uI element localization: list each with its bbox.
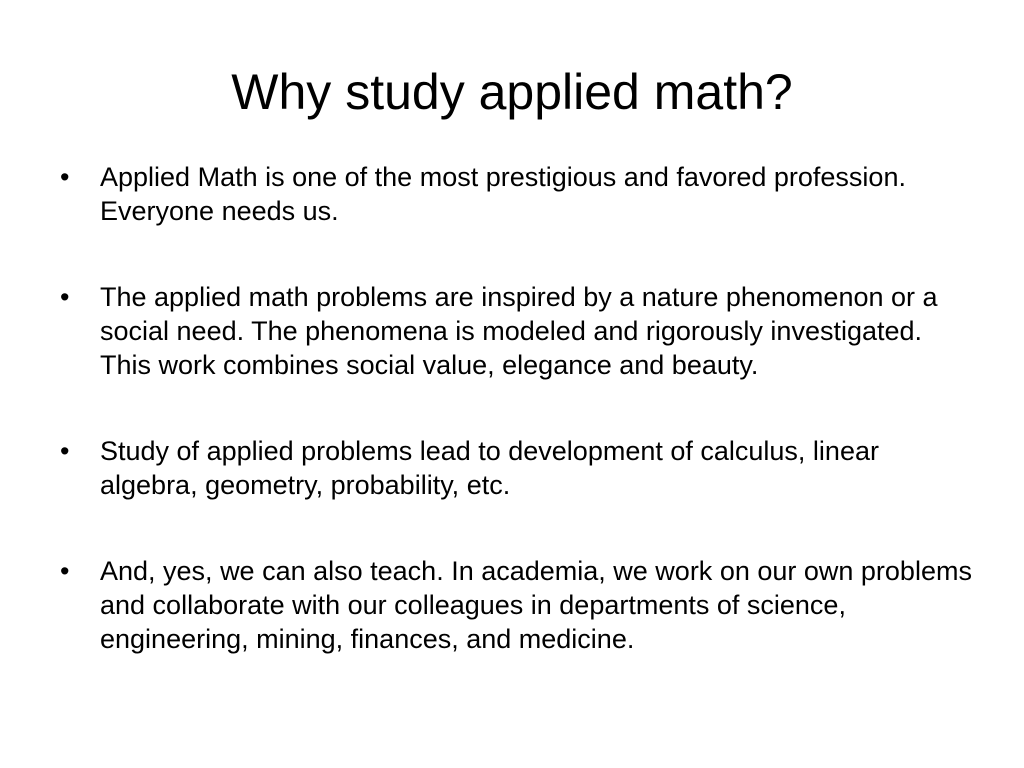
bullet-item (60, 434, 975, 502)
bullet-item (60, 160, 975, 228)
bullet-item (60, 554, 975, 656)
bullet-text: And, yes, we can also teach. In academia, we work on our own problems and collaborate with our colleagues in departments of science, engineering, mining, finances, and medicine. (100, 556, 972, 654)
bullet-text: Study of applied problems lead to development of calculus, linear algebra, geometry, probability, etc. (100, 436, 879, 500)
slide-title: Why study applied math? (231, 64, 793, 120)
bullet-item (60, 280, 975, 382)
bullet-icon: • (60, 556, 70, 586)
bullet-text: Applied Math is one of the most prestigious and favored profession. Everyone needs us. (100, 162, 906, 226)
bullet-icon: • (60, 282, 70, 312)
bullet-icon: • (60, 162, 70, 192)
bullet-list (60, 160, 975, 708)
bullet-text: The applied math problems are inspired by a nature phenomenon or a social need. The phenomena is modeled and rigorously investigated. This work combines social value, elegance and beauty. (100, 282, 938, 380)
bullet-icon: • (60, 436, 70, 466)
